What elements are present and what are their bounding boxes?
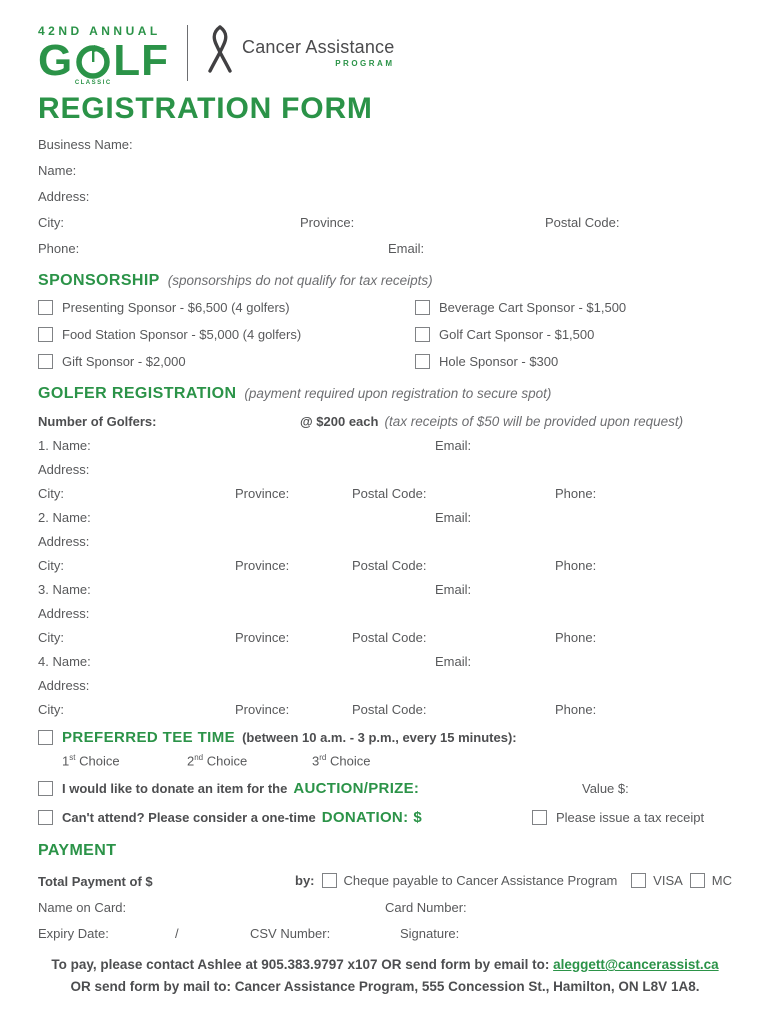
golfer-1-city-row — [38, 484, 732, 501]
golfer-1-province-label: Province: — [235, 485, 290, 501]
golfer-4-province-input[interactable] — [289, 700, 352, 714]
golfer-4-address-row — [38, 676, 732, 693]
golfer-1-postal-label: Postal Code: — [352, 485, 427, 501]
donation-dollar: $ — [413, 809, 423, 827]
golfer-1-postal-input[interactable] — [426, 484, 555, 498]
third-choice-number: 3 — [312, 753, 320, 769]
hole-sponsor-label: Hole Sponsor - $300 — [439, 353, 559, 369]
golfer-3-address-input[interactable] — [89, 604, 732, 618]
sponsorship-heading-row — [38, 272, 732, 290]
total-payment-input[interactable] — [153, 872, 288, 886]
tee-time-row — [38, 729, 732, 746]
sponsorship-option — [415, 300, 626, 315]
page-title: REGISTRATION FORM — [38, 91, 373, 125]
second-choice[interactable] — [187, 753, 312, 768]
footer — [38, 954, 732, 997]
phone-email-row — [38, 239, 732, 256]
tax-receipt-label: Please issue a tax receipt — [556, 810, 705, 826]
sponsorship-option — [38, 354, 415, 369]
auction-row — [38, 780, 732, 797]
golfer-4-postal-input[interactable] — [426, 700, 555, 714]
golfer-1-province-input[interactable] — [289, 484, 352, 498]
presenting-sponsor-checkbox[interactable] — [38, 300, 53, 315]
second-choice-ordinal: nd — [194, 752, 204, 762]
cheque-checkbox[interactable] — [322, 873, 337, 888]
payment-heading: PAYMENT — [38, 842, 117, 860]
org-program: PROGRAM — [335, 59, 395, 69]
card-row — [38, 898, 732, 915]
golfer-1-city-input[interactable] — [64, 484, 235, 498]
tee-time-heading: PREFERRED TEE TIME — [62, 728, 236, 746]
sponsorship-options — [38, 300, 732, 369]
visa-label: VISA — [653, 873, 683, 889]
business-name-label: Business Name: — [38, 136, 133, 152]
card-number-input[interactable] — [467, 898, 732, 912]
csv-number-input[interactable] — [330, 924, 400, 938]
golfer-2-address-label: Address: — [38, 533, 90, 549]
golfer-1-phone-label: Phone: — [555, 485, 597, 501]
gift-sponsor-checkbox[interactable] — [38, 354, 53, 369]
expiry-slash: / — [175, 926, 179, 942]
postal-code-input[interactable] — [619, 213, 732, 227]
golfer-1-name-label: 1. Name: — [38, 437, 91, 453]
sponsorship-option — [38, 300, 415, 315]
golfer-1-address-input[interactable] — [89, 460, 732, 474]
header — [38, 24, 732, 87]
golfer-registration-note: (payment required upon registration to secure spot) — [244, 385, 552, 401]
hole-sponsor-checkbox[interactable] — [415, 354, 430, 369]
email-input[interactable] — [424, 239, 732, 253]
golfer-1-email-input[interactable] — [471, 436, 732, 450]
cancer-assistance-logo — [206, 25, 394, 80]
third-choice-ordinal: rd — [319, 752, 327, 762]
total-payment-label: Total Payment of $ — [38, 874, 153, 890]
mc-checkbox[interactable] — [690, 873, 705, 888]
name-input[interactable] — [76, 161, 732, 175]
sponsorship-right-column — [415, 300, 626, 369]
donation-text: Can't attend? Please consider a one-time — [62, 810, 316, 826]
phone-input[interactable] — [79, 239, 388, 253]
payment-by-label: by: — [295, 873, 315, 889]
golfer-3-postal-label: Postal Code: — [352, 629, 427, 645]
classic-label: CLASSIC — [74, 80, 112, 87]
email-label: Email: — [388, 240, 425, 256]
golfer-4-address-input[interactable] — [89, 676, 732, 690]
golfer-2-postal-label: Postal Code: — [352, 557, 427, 573]
golf-wordmark — [38, 36, 169, 87]
food-station-sponsor-checkbox[interactable] — [38, 327, 53, 342]
mc-label: MC — [711, 873, 732, 889]
golfer-2-email-input[interactable] — [471, 508, 732, 522]
expiry-month-input[interactable] — [109, 924, 175, 938]
golfer-3-province-label: Province: — [235, 629, 290, 645]
first-choice[interactable] — [62, 753, 187, 768]
golfer-2-address-row — [38, 532, 732, 549]
golfer-4-city-row — [38, 700, 732, 717]
golfer-2-city-row — [38, 556, 732, 573]
golfer-4-city-label: City: — [38, 701, 64, 717]
signature-label: Signature: — [400, 926, 460, 942]
golfer-1-name-input[interactable] — [91, 436, 435, 450]
golfer-1-address-row — [38, 460, 732, 477]
address-row — [38, 187, 732, 204]
csv-number-label: CSV Number: — [250, 926, 331, 942]
golfer-2-name-row — [38, 508, 732, 525]
golfer-3-city-label: City: — [38, 629, 64, 645]
payment-total-row — [38, 872, 732, 889]
golfer-4-name-row — [38, 652, 732, 669]
ribbon-icon — [206, 25, 234, 80]
donation-row — [38, 809, 732, 826]
golfer-2-phone-label: Phone: — [555, 557, 597, 573]
business-name-input[interactable] — [133, 135, 732, 149]
golfer-4-email-input[interactable] — [471, 652, 732, 666]
third-choice-label: Choice — [329, 753, 371, 769]
food-station-sponsor-label: Food Station Sponsor - $5,000 (4 golfers) — [62, 326, 302, 342]
expiry-date-label: Expiry Date: — [38, 926, 109, 942]
third-choice[interactable] — [312, 753, 437, 768]
golfer-4-address-label: Address: — [38, 677, 90, 693]
golfer-3-address-row — [38, 604, 732, 621]
cheque-label: Cheque payable to Cancer Assistance Program — [343, 873, 618, 889]
city-province-postal-row — [38, 213, 732, 230]
golfer-2-province-input[interactable] — [289, 556, 352, 570]
golfer-1-phone-input[interactable] — [596, 484, 732, 498]
golf-cart-sponsor-label: Golf Cart Sponsor - $1,500 — [439, 326, 595, 342]
name-row — [38, 161, 732, 178]
golfer-4-name-input[interactable] — [91, 652, 435, 666]
card-number-label: Card Number: — [385, 900, 467, 916]
golfer-2-city-label: City: — [38, 557, 64, 573]
visa-checkbox[interactable] — [631, 873, 646, 888]
price-label: @ $200 each — [300, 413, 379, 429]
sponsorship-option — [415, 327, 626, 342]
auction-text: I would like to donate an item for the — [62, 781, 288, 797]
second-choice-label: Choice — [206, 753, 248, 769]
presenting-sponsor-label: Presenting Sponsor - $6,500 (4 golfers) — [62, 299, 290, 315]
name-on-card-input[interactable] — [126, 898, 385, 912]
golfer-2-name-input[interactable] — [91, 508, 435, 522]
donation-amount-input[interactable] — [431, 811, 523, 825]
second-choice-number: 2 — [187, 753, 195, 769]
golfer-2-province-label: Province: — [235, 557, 290, 573]
golfer-1-address-label: Address: — [38, 461, 90, 477]
tee-time-note: (between 10 a.m. - 3 p.m., every 15 minutes): — [242, 729, 517, 745]
golfer-2-city-input[interactable] — [64, 556, 235, 570]
address-label: Address: — [38, 188, 90, 204]
sponsorship-note: (sponsorships do not qualify for tax receipts) — [167, 272, 433, 288]
golfer-4-email-label: Email: — [435, 653, 472, 669]
golfer-4-phone-label: Phone: — [555, 701, 597, 717]
first-choice-number: 1 — [62, 753, 70, 769]
golf-cart-sponsor-checkbox[interactable] — [415, 327, 430, 342]
expiry-row — [38, 924, 732, 941]
number-of-golfers-input[interactable] — [156, 412, 300, 426]
org-name-block — [242, 37, 394, 68]
golfer-4-postal-label: Postal Code: — [352, 701, 427, 717]
payment-heading-row — [38, 842, 732, 860]
tee-time-checkbox[interactable] — [38, 730, 53, 745]
golfer-3-city-row — [38, 628, 732, 645]
number-of-golfers-row — [38, 412, 732, 429]
golf-classic-logo — [38, 24, 169, 87]
expiry-year-input[interactable] — [179, 924, 250, 938]
signature-input[interactable] — [459, 924, 732, 938]
golfer-4-phone-input[interactable] — [596, 700, 732, 714]
golfer-2-phone-input[interactable] — [596, 556, 732, 570]
golfer-2-name-label: 2. Name: — [38, 509, 91, 525]
phone-label: Phone: — [38, 240, 80, 256]
golf-flag-icon — [74, 42, 112, 87]
gift-sponsor-label: Gift Sponsor - $2,000 — [62, 353, 186, 369]
golfer-4-city-input[interactable] — [64, 700, 235, 714]
auction-value-label: Value $: — [582, 781, 629, 797]
golfer-4-name-label: 4. Name: — [38, 653, 91, 669]
golfer-2-address-input[interactable] — [89, 532, 732, 546]
golf-letter-g: G — [38, 36, 74, 85]
sponsorship-heading: SPONSORSHIP — [38, 271, 160, 289]
golf-letters-lf: LF — [113, 36, 169, 85]
golfer-3-address-label: Address: — [38, 605, 90, 621]
number-of-golfers-label: Number of Golfers: — [38, 413, 157, 429]
address-input[interactable] — [89, 187, 732, 201]
golfer-3-postal-input[interactable] — [426, 628, 555, 642]
golfer-3-name-input[interactable] — [91, 580, 435, 594]
footer-contact-text: To pay, please contact Ashlee at 905.383.9797 x107 OR send form by email to: — [51, 957, 550, 973]
logo-divider — [187, 25, 188, 81]
business-name-row — [38, 135, 732, 152]
email-link[interactable]: aleggett@cancerassist.ca — [553, 957, 719, 973]
auction-highlight: AUCTION/PRIZE: — [293, 780, 420, 798]
first-choice-label: Choice — [79, 753, 120, 769]
golfer-1-email-label: Email: — [435, 437, 472, 453]
sponsorship-option — [38, 327, 415, 342]
golfer-3-name-row — [38, 580, 732, 597]
auction-checkbox[interactable] — [38, 781, 53, 796]
first-choice-ordinal: st — [69, 752, 76, 762]
golfer-3-city-input[interactable] — [64, 628, 235, 642]
golfer-3-phone-input[interactable] — [596, 628, 732, 642]
donation-highlight: DONATION: — [321, 809, 409, 827]
province-input[interactable] — [354, 213, 545, 227]
annual-label: 42ND ANNUAL — [38, 24, 161, 38]
tee-time-choices-row — [38, 753, 732, 768]
sponsorship-option — [415, 354, 626, 369]
golfer-1-city-label: City: — [38, 485, 64, 501]
tax-receipt-checkbox[interactable] — [532, 810, 547, 825]
golfer-3-email-input[interactable] — [471, 580, 732, 594]
beverage-cart-sponsor-checkbox[interactable] — [415, 300, 430, 315]
price-note: (tax receipts of $50 will be provided upon request) — [384, 413, 684, 429]
donation-checkbox[interactable] — [38, 810, 53, 825]
golfer-1-name-row — [38, 436, 732, 453]
golfer-3-name-label: 3. Name: — [38, 581, 91, 597]
golfer-3-phone-label: Phone: — [555, 629, 597, 645]
golfer-registration-heading-row — [38, 385, 732, 403]
sponsorship-left-column — [38, 300, 415, 369]
postal-code-label: Postal Code: — [545, 214, 620, 230]
name-label: Name: — [38, 162, 77, 178]
golfer-3-email-label: Email: — [435, 581, 472, 597]
golfer-4-province-label: Province: — [235, 701, 290, 717]
city-label: City: — [38, 214, 64, 230]
golfer-registration-heading: GOLFER REGISTRATION — [38, 384, 237, 402]
footer-line-2: OR send form by mail to: Cancer Assistance Program, 555 Concession St., Hamilton, ON L8V 1A8. — [70, 978, 700, 994]
golfer-2-email-label: Email: — [435, 509, 472, 525]
auction-value-input[interactable] — [638, 782, 732, 796]
golfer-3-province-input[interactable] — [289, 628, 352, 642]
org-name: Cancer Assistance — [242, 37, 395, 58]
footer-line-1 — [38, 954, 732, 976]
city-input[interactable] — [64, 213, 300, 227]
golfer-2-postal-input[interactable] — [426, 556, 555, 570]
province-label: Province: — [300, 214, 355, 230]
name-on-card-label: Name on Card: — [38, 900, 127, 916]
beverage-cart-sponsor-label: Beverage Cart Sponsor - $1,500 — [439, 299, 627, 315]
